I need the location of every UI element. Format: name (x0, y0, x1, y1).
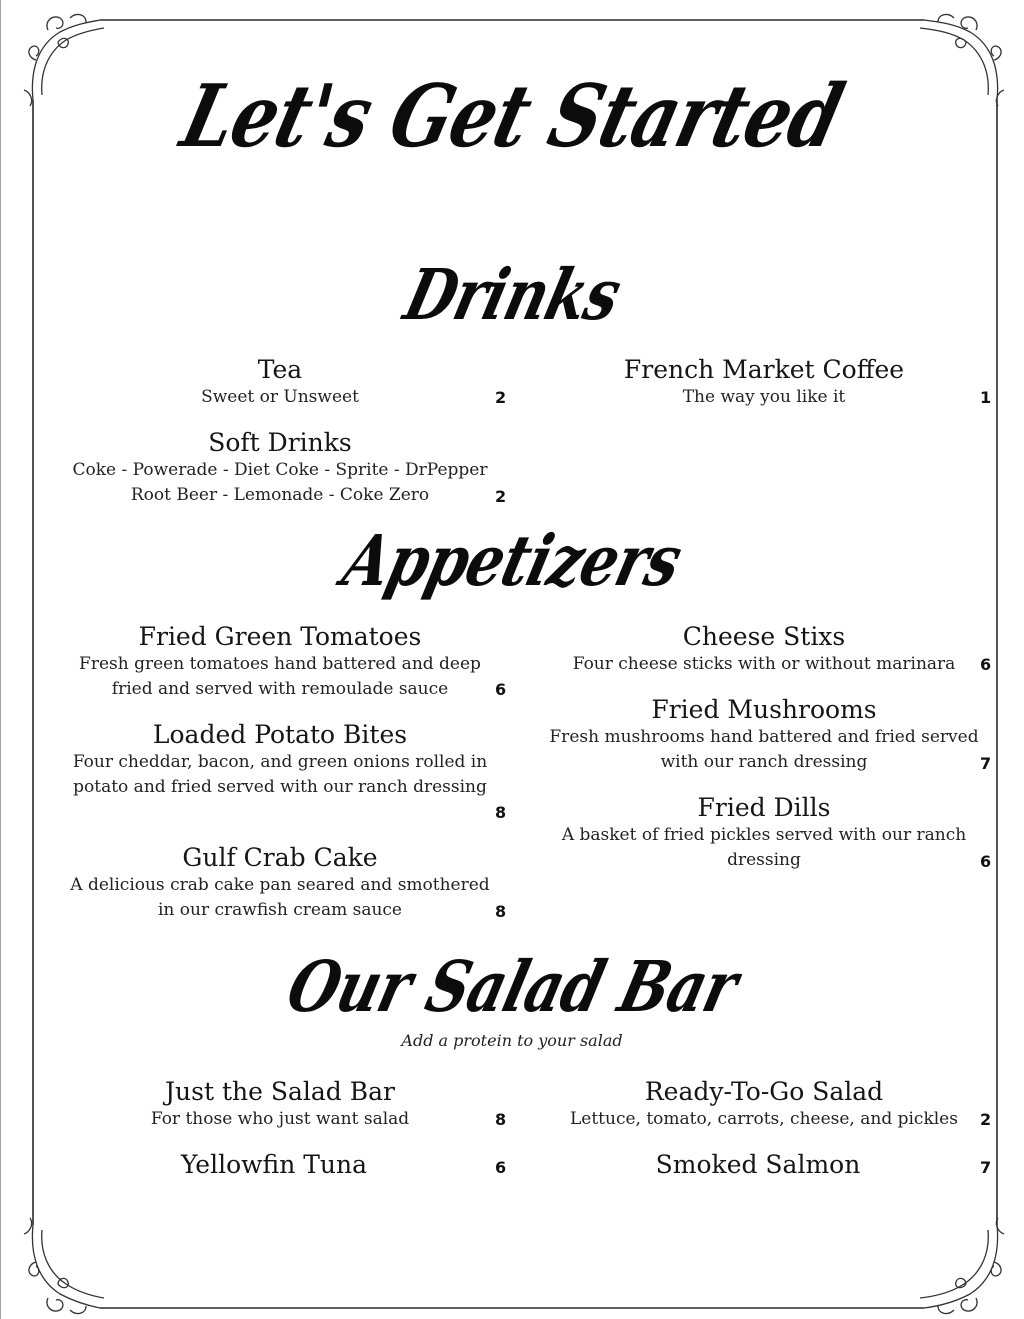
item-description: dressing (727, 850, 801, 870)
item-price: 2 (495, 388, 507, 407)
item-name: Just the Salad Bar (165, 1077, 395, 1106)
menu-item-cheese-stixs (534, 622, 994, 677)
item-price: 6 (495, 680, 507, 699)
item-description: A delicious crab cake pan seared and smothered (70, 875, 490, 895)
item-description: A basket of fried pickles served with our ranch (561, 825, 967, 845)
menu-item-ready-to-go-salad (534, 1077, 994, 1132)
item-price: 8 (495, 1110, 507, 1129)
menu-item-tea (50, 355, 510, 410)
menu-item-french-market-coffee (534, 355, 994, 410)
item-name: Fried Green Tomatoes (138, 622, 422, 651)
menu-item-loaded-potato-bites (50, 720, 510, 800)
item-description: Four cheddar, bacon, and green onions rolled in (72, 752, 488, 772)
item-description: For those who just want salad (150, 1109, 410, 1129)
item-price: 1 (980, 388, 992, 407)
item-price: 8 (495, 902, 507, 921)
item-description: potato and fried served with our ranch dressing (73, 777, 487, 797)
item-description: Four cheese sticks with or without marinara (572, 654, 956, 674)
item-price: 7 (980, 1158, 992, 1177)
salad-protein-note: Add a protein to your salad (401, 1031, 623, 1050)
item-name: Soft Drinks (208, 428, 352, 457)
item-description: Sweet or Unsweet (201, 387, 359, 407)
menu-item-smoked-salmon (528, 1150, 988, 1180)
item-name: Tea (257, 355, 303, 384)
item-price: 2 (980, 1110, 992, 1129)
item-name: Fried Dills (697, 793, 831, 822)
item-name: Yellowfin Tuna (180, 1150, 368, 1179)
item-description: with our ranch dressing (660, 752, 868, 772)
item-description: Lettuce, tomato, carrots, cheese, and pickles (570, 1109, 958, 1129)
menu-item-gulf-crab-cake (50, 843, 510, 923)
item-description: Fresh green tomatoes hand battered and deep (79, 654, 481, 674)
item-description: The way you like it (682, 387, 846, 407)
item-description: fried and served with remoulade sauce (111, 679, 449, 699)
item-name: Cheese Stixs (682, 622, 846, 651)
appetizers-heading: Appetizers (335, 519, 690, 602)
item-description: in our crawfish cream sauce (157, 900, 402, 920)
salad-bar-heading: Our Salad Bar (279, 945, 745, 1028)
menu-item-fried-dills (534, 793, 994, 873)
menu-item-yellowfin-tuna (44, 1150, 507, 1180)
item-name: Fried Mushrooms (651, 695, 877, 724)
item-description: Fresh mushrooms hand battered and fried served (549, 727, 979, 747)
item-name: Gulf Crab Cake (182, 843, 378, 872)
item-price: 6 (495, 1158, 507, 1177)
item-name: French Market Coffee (623, 355, 905, 384)
item-price: 6 (980, 655, 992, 674)
menu-item-fried-mushrooms (534, 695, 994, 775)
item-price: 7 (980, 754, 992, 773)
menu-item-fried-green-tomatoes (50, 622, 510, 702)
drinks-heading: Drinks (396, 253, 628, 336)
item-price: 2 (495, 487, 507, 506)
item-description: Coke - Powerade - Diet Coke - Sprite - DrPepper (72, 460, 488, 480)
item-name: Ready-To-Go Salad (644, 1077, 884, 1106)
item-name: Loaded Potato Bites (152, 720, 408, 749)
menu-item-just-the-salad-bar (50, 1077, 510, 1132)
item-price: 8 (495, 803, 507, 822)
item-price: 6 (980, 852, 992, 871)
item-description: Root Beer - Lemonade - Coke Zero (130, 485, 430, 505)
item-name: Smoked Salmon (655, 1150, 861, 1179)
menu-title: Let's Get Started (172, 66, 852, 167)
menu-item-soft-drinks (50, 428, 510, 508)
